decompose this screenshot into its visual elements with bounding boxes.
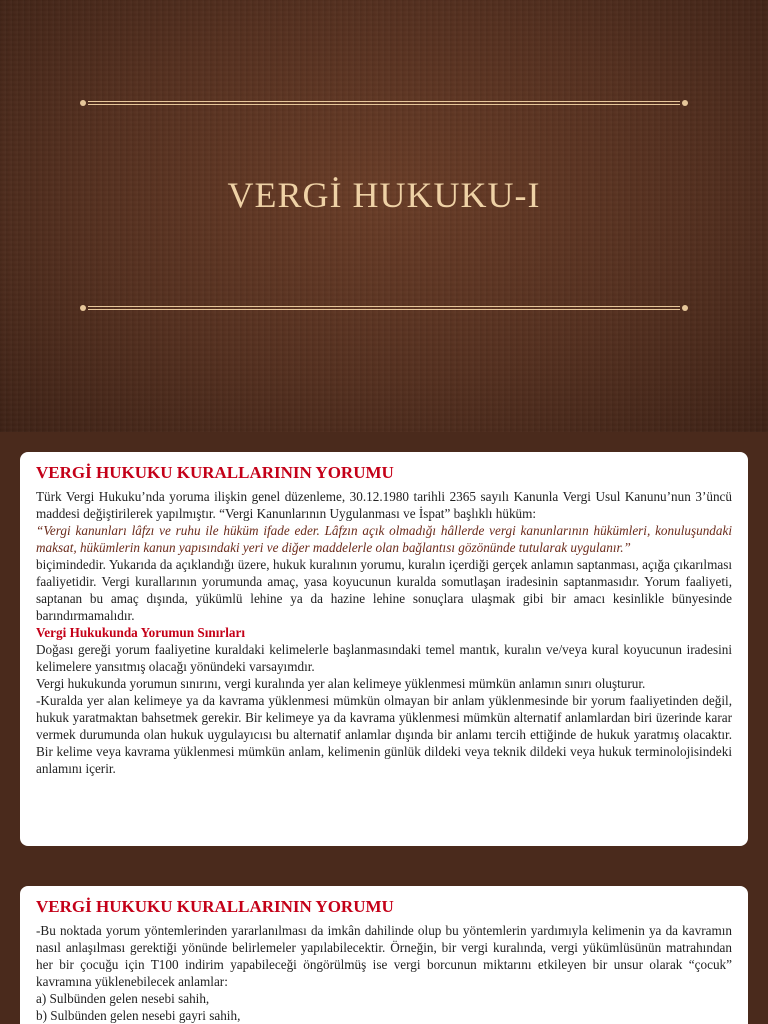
section-subheading: Vergi Hukukunda Yorumun Sınırları [36,625,245,640]
paragraph-1: Doğası gereği yorum faaliyetine kuraldaki kelimelerle başlanmasındaki temel mantık, kuralın ve/veya kural koyucunun iradesini kelimelere yansıtmış olacağı yönündeki varsayımdır. [36,642,732,674]
rule-dot-left [80,305,86,311]
rule-dot-right [682,305,688,311]
paragraph-3: -Kuralda yer alan kelimeye ya da kavrama yüklenmesi mümkün olmayan bir anlam yüklenmesinde bir yorum faaliyetinden değil, hukuk yaratmaktan bahsetmek gerekir. Bir kelimeye ya da kavrama yüklenmesi mümkün alternatif anlamlardan biri üzerinde karar vermek durumunda olan hukuk uygulayıcısı bu alternatif anlamlar dışında bir anlamı tercih ettiğinde de hukuk yaratmış olacaktır. Bir kelime veya kavrama yüklenmesi mümkün anlam, kelimenin günlük dildeki veya teknik dildeki veya hukuk terminolojisindeki anlamını içerir. [36,693,732,776]
rule-dot-right [682,100,688,106]
list-item-b: b) Sulbünden gelen nesebi gayri sahih, [36,1008,241,1023]
title-slide [0,0,768,432]
slide-title: VERGİ HUKUKU-I [227,175,541,215]
content-slide-2 [20,886,748,1024]
explanation-paragraph: biçimindedir. Yukarıda da açıklandığı üzere, hukuk kuralının yorumu, kuralın içerdiği gerçek anlamın saptanması, açığa çıkarılması faaliyetidir. Vergi kurallarının yorumunda amaç, yasa koyucunun kuralda somutlaşan iradesinin saptanmasıdır. Yorum faaliyeti, saptanan bu amaç dışında, yükümlü lehine ya da hazine lehine sonuçlara ulaşmak gibi bir amacı kesinlikle bünyesinde barındırmamalıdır. [36,557,732,623]
content-slide-1 [20,452,748,846]
paragraph-2: Vergi hukukunda yorumun sınırını, vergi kuralında yer alan kelimeye yüklenmesi mümkün anlamın sınırı oluşturur. [36,676,646,691]
list-item-a: a) Sulbünden gelen nesebi sahih, [36,991,210,1006]
law-quote: “Vergi kanunları lâfzı ve ruhu ile hüküm ifade eder. Lâfzın açık olmadığı hâllerde vergi kanunlarının hükümleri, konuluşundaki maksat, hükümlerin kanun yapısındaki yeri ve diğer maddelerle olan bağlantısı gözönünde tutularak uygulanır.” [36,523,732,555]
slide-heading: VERGİ HUKUKU KURALLARININ YORUMU [36,463,394,482]
slide-heading: VERGİ HUKUKU KURALLARININ YORUMU [36,897,394,916]
rule-dot-left [80,100,86,106]
intro-paragraph: Türk Vergi Hukuku’nda yoruma ilişkin genel düzenleme, 30.12.1980 tarihli 2365 sayılı Kanunla Vergi Usul Kanunu’nun 3’üncü maddesi değiştirilerek yapılmıştır. “Vergi Kanunlarının Uygulanması ve İspat” başlıklı hüküm: [36,489,732,521]
bottom-ornamental-rule [80,305,688,311]
top-ornamental-rule [80,100,688,106]
paragraph-1: -Bu noktada yorum yöntemlerinden yararlanılması da imkân dahilinde olup bu yöntemlerin yardımıyla kelimenin ya da kavramın nasıl anlaşılması gerektiği yönünde belirlemeler yapılabilecektir. Örneğin, bir vergi kuralında, vergi yükümlüsünün matrahından her bir çocuğu için T100 indirim yapabileceği öngörülmüş ise vergi borcunun miktarını etkileyen bir unsur olarak “çocuk” kavramına yüklenebilecek anlamlar: [36,923,732,989]
